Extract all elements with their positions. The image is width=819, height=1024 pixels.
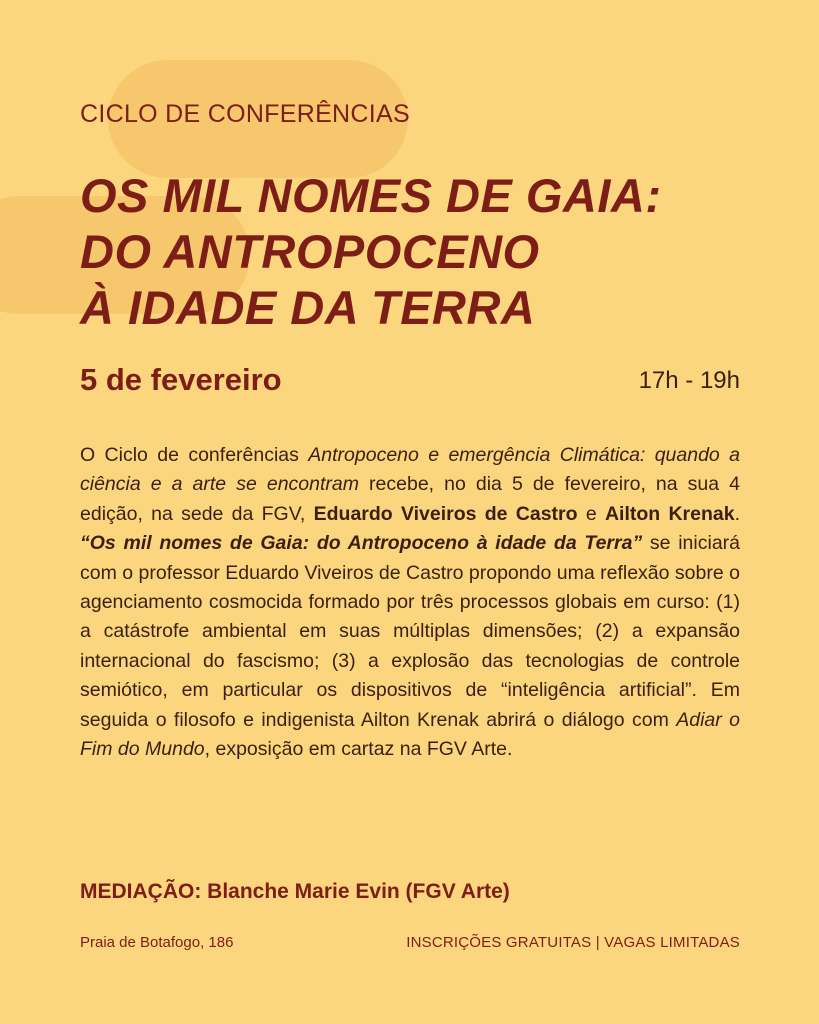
series-label: CICLO DE CONFERÊNCIAS: [80, 100, 410, 128]
description-italic: Antropoceno e emergência Climática: quando a ciência e a arte se encontram: [80, 444, 741, 496]
description-text: O Ciclo de conferências: [80, 444, 309, 466]
description-text: e: [577, 502, 605, 525]
event-description: [80, 441, 740, 764]
registration-note: INSCRIÇÕES GRATUITAS | VAGAS LIMITADAS: [406, 934, 740, 951]
description-text: , exposição em cartaz na FGV Arte.: [204, 738, 513, 761]
lecture-title: “Os mil nomes de Gaia: do Antropoceno à idade da Terra”: [80, 532, 643, 555]
speaker-name: Ailton Krenak: [604, 502, 735, 525]
venue-address: Praia de Botafogo, 186: [80, 934, 234, 951]
description-text: se iniciará com o professor Eduardo Viveiros de Castro propondo uma reflexão sobre o agenciamento cosmocida formado por três processos globais em curso: (1) a catástrofe ambiental em suas múltiplas dimensões; (2) a expansão internacional do fascismo; (3) a explosão das tecnologias de controle semiótico, em particular os dispositivos de “inteligência artificial”. Em seguida o filosofo e indigenista Ailton Krenak abrirá o diálogo com: [80, 532, 740, 731]
mediation-credit: MEDIAÇÃO: Blanche Marie Evin (FGV Arte): [80, 880, 510, 903]
event-time: 17h - 19h: [638, 367, 740, 394]
title-line: DO ANTROPOCENO: [80, 225, 540, 278]
speaker-name: Eduardo Viveiros de Castro: [313, 502, 578, 525]
exhibition-title: Adiar o Fim do Mundo: [80, 708, 740, 761]
description-text: recebe, no dia 5 de fevereiro, na sua 4 edição, na sede da FGV,: [80, 473, 740, 525]
event-date: 5 de fevereiro: [80, 362, 282, 397]
title-line: OS MIL NOMES DE GAIA:: [80, 169, 662, 222]
description-text: .: [734, 502, 740, 525]
event-title: [80, 168, 662, 336]
title-line: À IDADE DA TERRA: [80, 281, 536, 334]
